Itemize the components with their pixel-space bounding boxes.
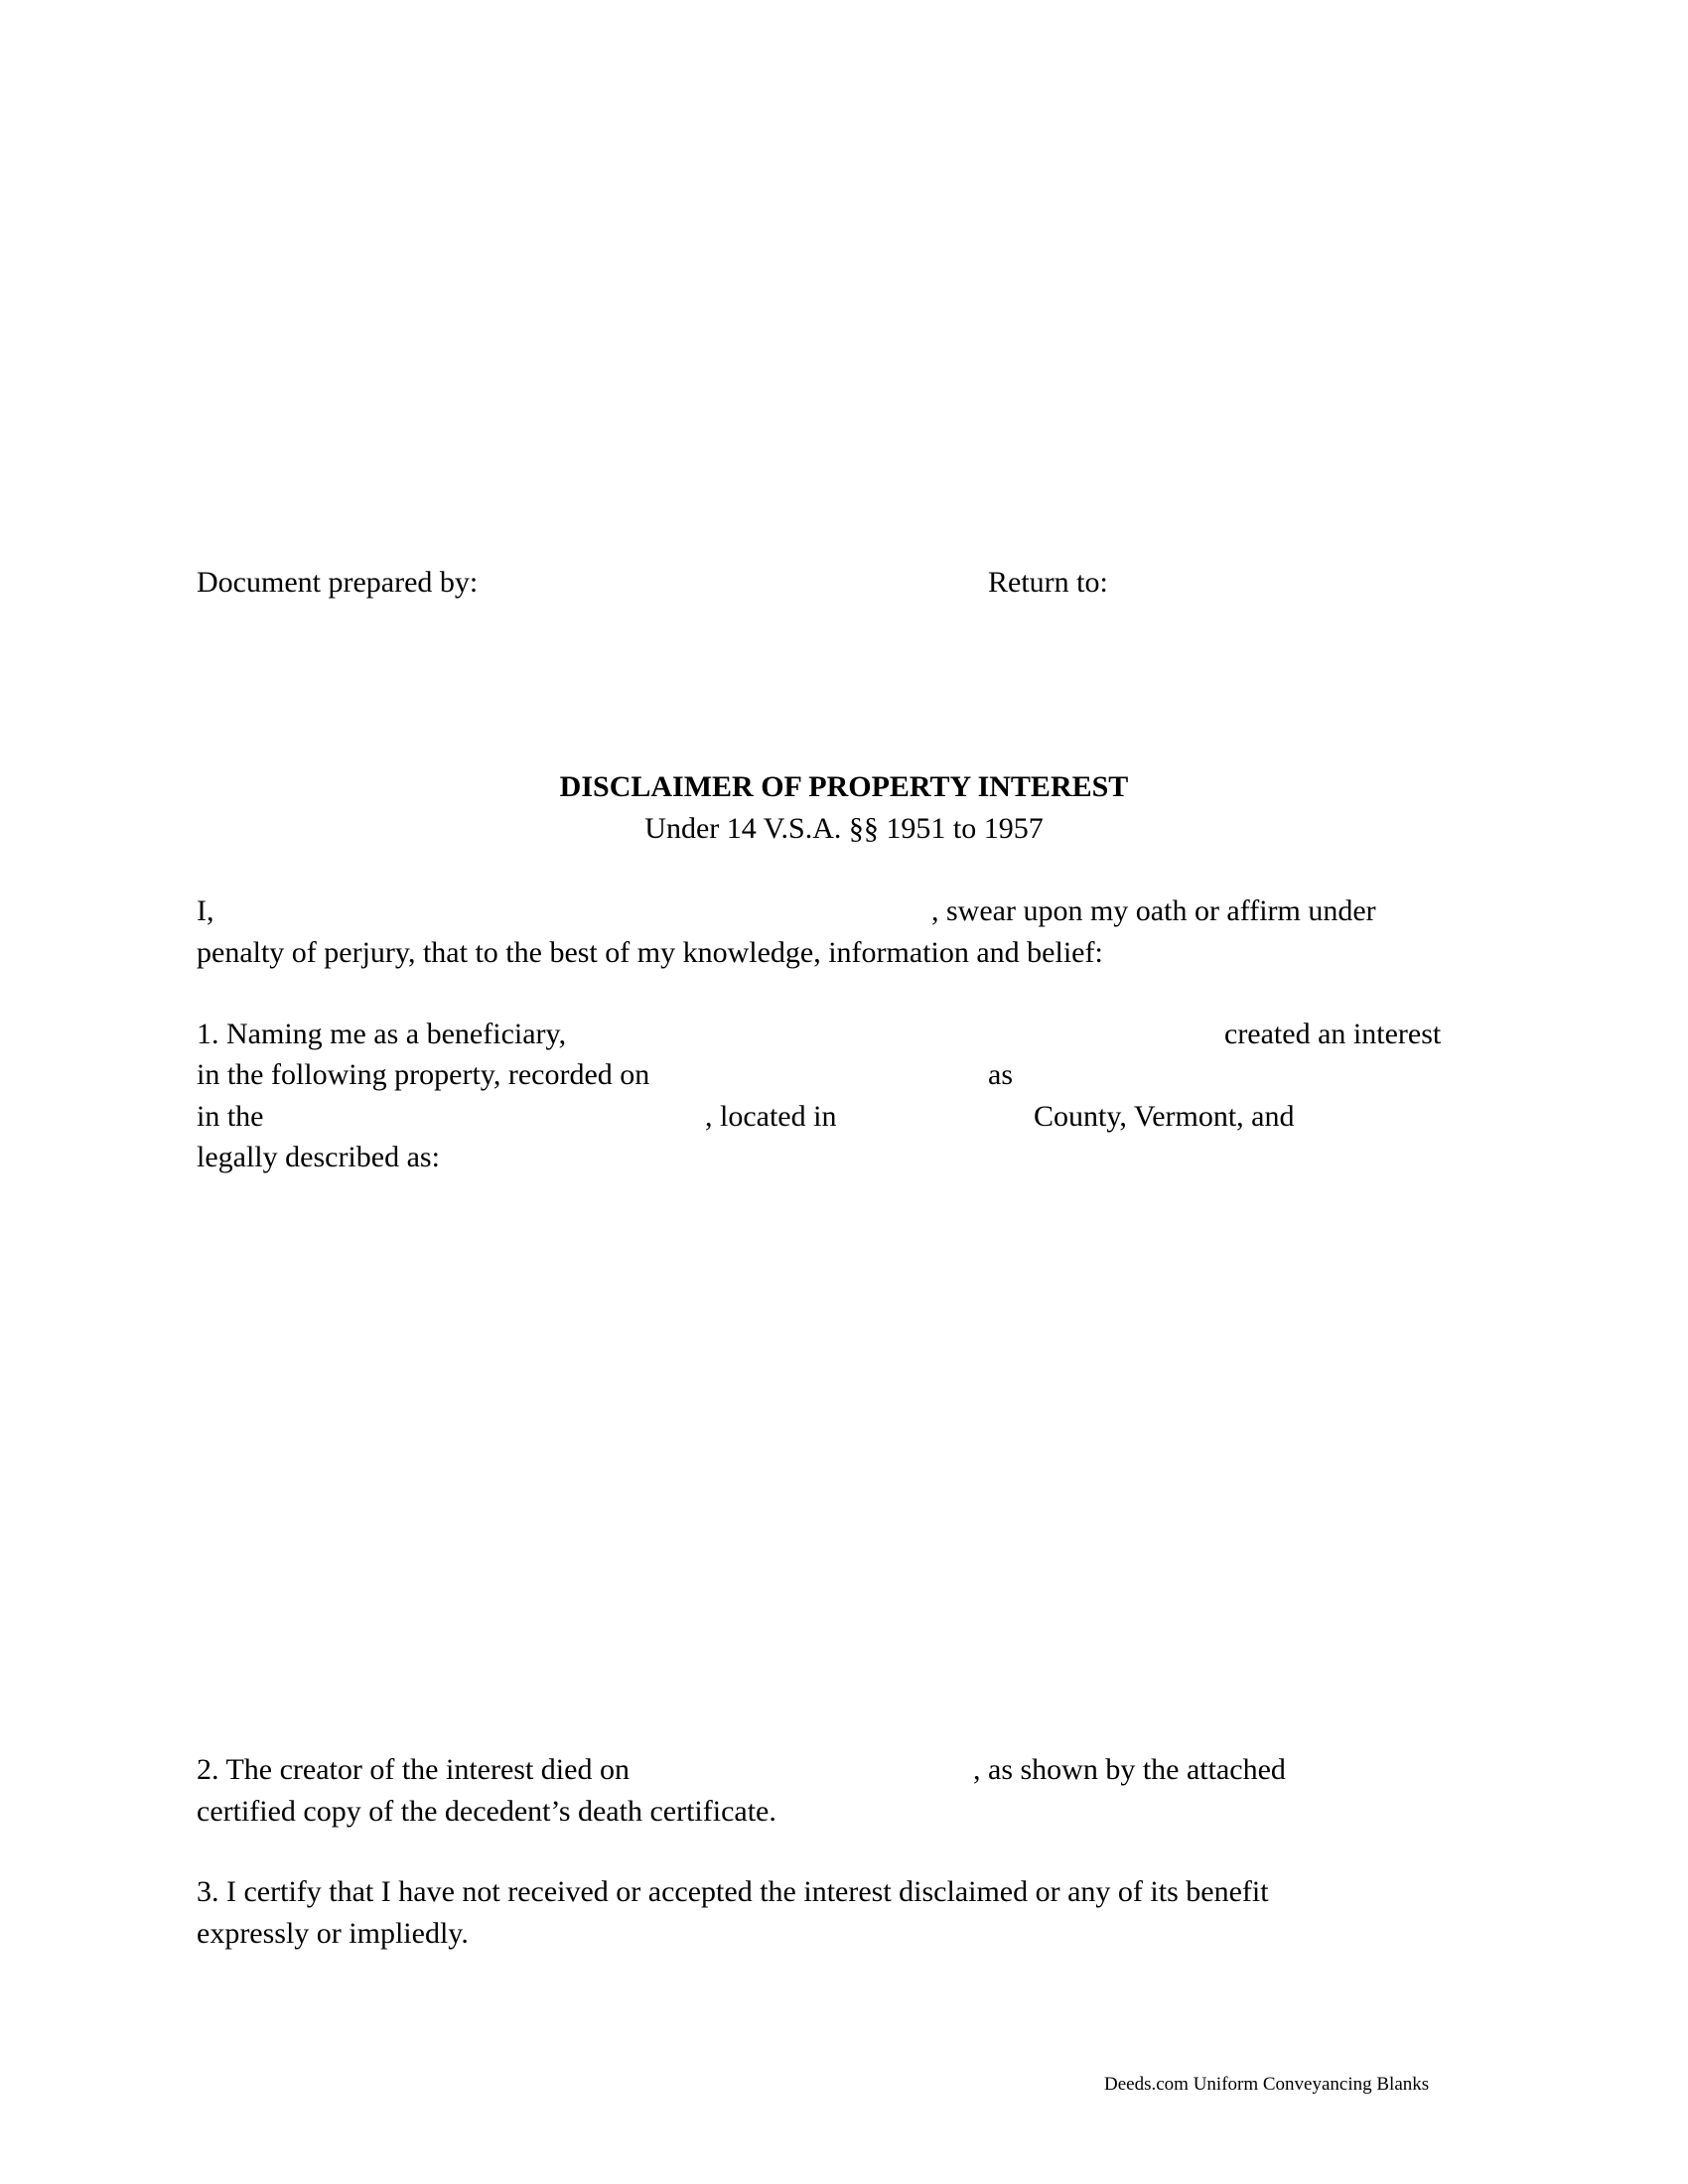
oath-line2: penalty of perjury, that to the best of my knowledge, information and belief: xyxy=(197,936,1103,969)
item1-line3-end: County, Vermont, and xyxy=(1034,1100,1295,1133)
oath-line1-start: I, xyxy=(197,894,214,927)
item1-line3-start: in the xyxy=(197,1100,264,1133)
item1-line1-start: 1. Naming me as a beneficiary, xyxy=(197,1018,567,1050)
return-to-label: Return to: xyxy=(988,566,1108,599)
item2-line1-start: 2. The creator of the interest died on xyxy=(197,1753,630,1786)
item1-line4: legally described as: xyxy=(197,1141,440,1173)
item3-line1: 3. I certify that I have not received or accepted the interest disclaimed or any of its benefit xyxy=(197,1875,1269,1908)
footer-text: Deeds.com Uniform Conveyancing Blanks xyxy=(1104,2074,1430,2095)
oath-line1-end: , swear upon my oath or affirm under xyxy=(931,894,1376,927)
item1-line2-end: as xyxy=(988,1058,1013,1091)
item1-line2-start: in the following property, recorded on xyxy=(197,1058,650,1091)
document-subtitle: Under 14 V.S.A. §§ 1951 to 1957 xyxy=(644,812,1044,845)
item1-line3-mid: , located in xyxy=(705,1100,837,1133)
document-title: DISCLAIMER OF PROPERTY INTEREST xyxy=(559,770,1129,803)
item2-line2: certified copy of the decedent’s death certificate. xyxy=(197,1795,776,1828)
item2-line1-end: , as shown by the attached xyxy=(973,1753,1286,1786)
item3-line2: expressly or impliedly. xyxy=(197,1917,469,1950)
prepared-by-label: Document prepared by: xyxy=(197,566,479,599)
item1-line1-end: created an interest xyxy=(1224,1018,1442,1050)
